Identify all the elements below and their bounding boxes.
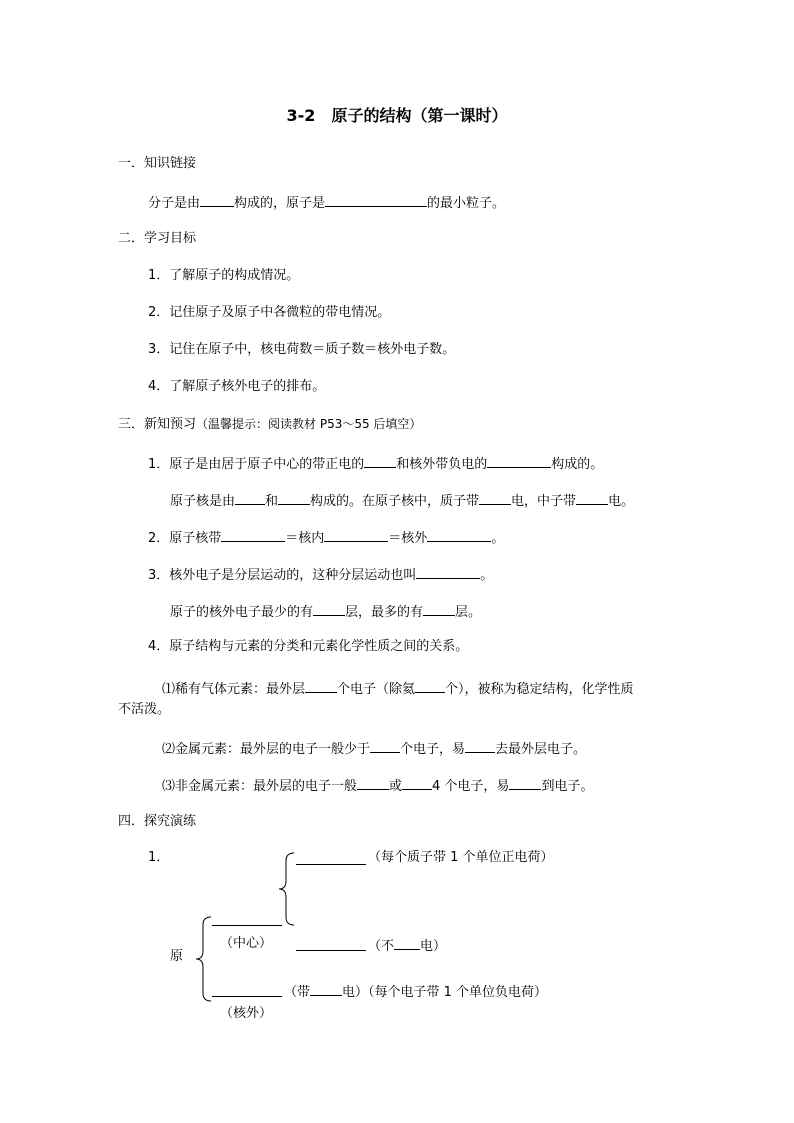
goal-item-2: 2．记住原子及原子中各微粒的带电情况。 <box>148 305 391 320</box>
blank-nucleus[interactable] <box>212 925 282 926</box>
preview-question-1 <box>148 454 603 473</box>
preview-question-1b <box>170 491 634 510</box>
link-text-3: 的最小粒子。 <box>427 196 506 211</box>
electron-outside-label: （核外） <box>220 1006 273 1021</box>
blank-q1-electron[interactable] <box>487 454 551 468</box>
diagram-number: 1． <box>148 850 170 865</box>
neutron-note <box>368 936 446 955</box>
blank-q1b-neutron-charge[interactable] <box>576 491 608 505</box>
r1-text-c: 个），被称为稳定结构，化学性质 <box>445 682 634 697</box>
preview-hint: （温馨提示：阅读教材 P53～55 后填空） <box>196 417 422 431</box>
q3-text-b: 。 <box>480 568 494 583</box>
blank-electron[interactable] <box>212 996 282 997</box>
q1-text-b: 和核外带负电的 <box>396 457 488 472</box>
blank-q3b-max[interactable] <box>423 602 455 616</box>
q1-text-a: 1．原子是由居于原子中心的带正电的 <box>148 457 365 472</box>
blank-r1-helium[interactable] <box>415 679 445 693</box>
q3-text-a: 3．核外电子是分层运动的，这种分层运动也叫 <box>148 568 417 583</box>
r3-text-a: ⑶非金属元素：最外层的电子一般 <box>162 779 358 794</box>
proton-note: （每个质子带 1 个单位正电荷） <box>368 850 554 865</box>
atom-label: 原 <box>170 949 184 964</box>
preview-question-4: 4．原子结构与元素的分类和元素化学性质之间的关系。 <box>148 639 469 654</box>
electron-note-b: 电）（每个电子带 1 个单位负电荷） <box>342 985 548 1000</box>
blank-r3-gain[interactable] <box>509 776 541 790</box>
r1-text-a: ⑴稀有气体元素：最外层 <box>162 682 306 697</box>
link-question <box>148 193 505 212</box>
electron-note <box>284 982 547 1001</box>
goal-item-4: 4．了解原子核外电子的排布。 <box>148 379 326 394</box>
page-title: 3-2 原子的结构（第一课时） <box>286 106 508 125</box>
blank-r2-lose[interactable] <box>465 739 495 753</box>
blank-r1-outer[interactable] <box>305 679 337 693</box>
blank-r3-equal[interactable] <box>402 776 432 790</box>
q2-text-a: 2．原子核带 <box>148 531 222 546</box>
blank-neutron[interactable] <box>296 950 366 951</box>
section-heading-knowledge-link: 一．知识链接 <box>118 156 197 171</box>
q2-text-d: 。 <box>491 531 505 546</box>
q1-text-c: 构成的。 <box>551 457 604 472</box>
nucleus-center-label: （中心） <box>220 936 273 951</box>
blank-q1b-neutron[interactable] <box>278 491 310 505</box>
blank-link-1[interactable] <box>200 193 234 207</box>
blank-electron-charge[interactable] <box>310 982 342 996</box>
blank-proton[interactable] <box>296 864 366 865</box>
q3b-text-c: 层。 <box>455 605 482 620</box>
q2-text-b: ＝核内 <box>285 531 325 546</box>
blank-q3b-min[interactable] <box>313 602 345 616</box>
blank-q3-layering[interactable] <box>416 565 480 579</box>
blank-q1b-proton-charge[interactable] <box>479 491 511 505</box>
preview-question-2 <box>148 528 504 547</box>
preview-nonmetal <box>162 776 593 795</box>
q1b-text-c: 构成的。在原子核中，质子带 <box>310 494 480 509</box>
neutron-note-a: （不 <box>368 939 395 954</box>
section-heading-preview <box>118 416 421 433</box>
blank-r2-count[interactable] <box>370 739 400 753</box>
preview-question-3b <box>170 602 481 621</box>
link-text-2: 构成的，原子是 <box>234 196 326 211</box>
goal-item-1: 1．了解原子的构成情况。 <box>148 268 300 283</box>
section-heading-practice: 四．探究演练 <box>118 814 197 829</box>
preview-heading-text: 三．新知预习 <box>118 417 197 432</box>
r2-text-c: 去最外层电子。 <box>495 742 587 757</box>
goal-item-3: 3．记住在原子中，核电荷数＝质子数＝核外电子数。 <box>148 342 456 357</box>
blank-link-2[interactable] <box>325 193 427 207</box>
blank-q1-nucleus[interactable] <box>364 454 396 468</box>
r3-text-d: 到电子。 <box>541 779 594 794</box>
link-text-1: 分子是由 <box>148 196 201 211</box>
r1-text-b: 个电子（除氦 <box>337 682 416 697</box>
r2-text-a: ⑵金属元素：最外层的电子一般少于 <box>162 742 371 757</box>
blank-r3-compare[interactable] <box>357 776 389 790</box>
blank-neutron-charge[interactable] <box>394 936 420 950</box>
neutron-note-b: 电） <box>420 939 447 954</box>
q3b-text-b: 层，最多的有 <box>345 605 424 620</box>
preview-question-3 <box>148 565 493 584</box>
r3-text-c: 4 个电子，易 <box>432 779 510 794</box>
q3b-text-a: 原子的核外电子最少的有 <box>170 605 314 620</box>
blank-q2-charge[interactable] <box>221 528 285 542</box>
q1b-text-e: 电。 <box>608 494 635 509</box>
outer-brace-icon <box>195 916 213 1002</box>
blank-q2-outer[interactable] <box>427 528 491 542</box>
preview-metal <box>162 739 586 758</box>
r2-text-b: 个电子，易 <box>400 742 466 757</box>
r3-text-b: 或 <box>389 779 403 794</box>
q1b-text-b: 和 <box>265 494 279 509</box>
q1b-text-a: 原子核是由 <box>170 494 236 509</box>
blank-q2-inner[interactable] <box>324 528 388 542</box>
electron-note-a: （带 <box>284 985 311 1000</box>
q1b-text-d: 电，中子带 <box>511 494 577 509</box>
blank-q1b-proton[interactable] <box>235 491 265 505</box>
preview-rare-gas-cont: 不活泼。 <box>118 702 171 717</box>
preview-rare-gas <box>162 679 634 698</box>
inner-brace-icon <box>278 852 296 926</box>
section-heading-learning-goals: 二．学习目标 <box>118 231 197 246</box>
q2-text-c: ＝核外 <box>388 531 428 546</box>
